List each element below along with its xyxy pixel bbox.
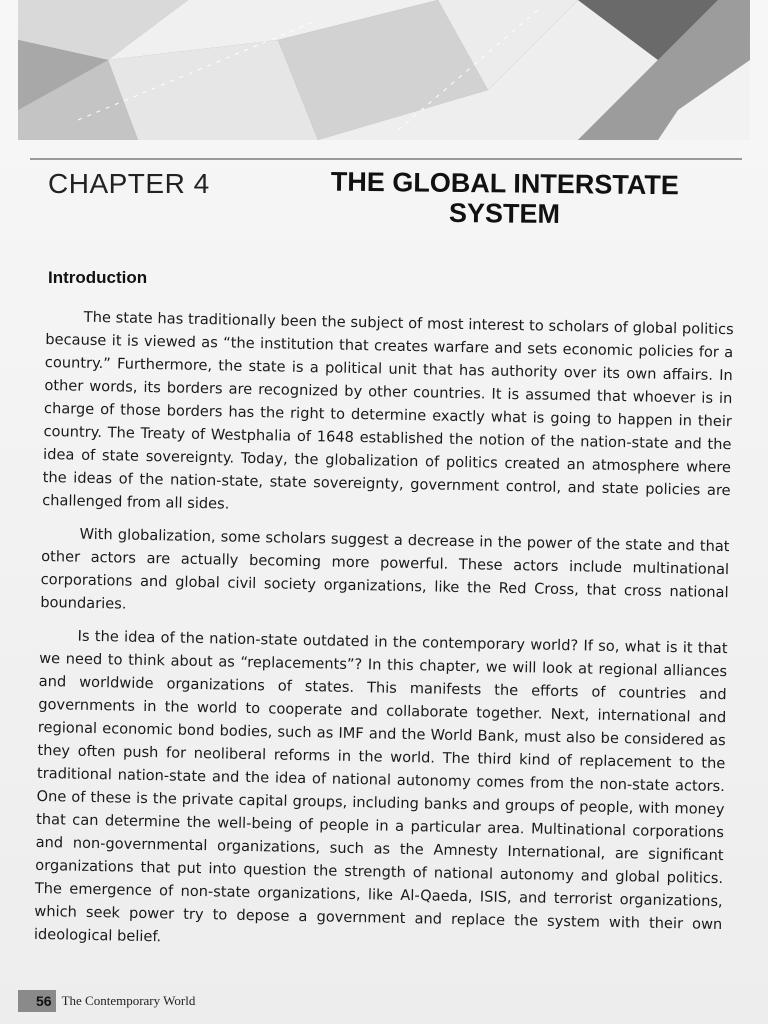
page-number: 56 xyxy=(18,990,56,1012)
chapter-banner-image xyxy=(18,0,750,140)
chapter-title-line-2: SYSTEM xyxy=(448,197,561,230)
paragraph: Is the idea of the nation-state outdated in the contemporary world? If so, what is it that we need to think about as “replacements”? In this chapter, we will look at regional alliances and worldwide organizations of states. This manifests the efforts of countries and governments in the world to cooperate and collaborate together. Next, international and regional economic bond bodies, such as IMF and the World Bank, must also be considered as they often push for neoliberal reforms in the world. The third kind of replacement to the traditional nation-state and the idea of national autonomy comes from the non-state actors. One of these is the private capital groups, including banks and groups of people, with money that can determine the well-being of people in a particular area. Multinational corporations and non-governmental organizations, such as the Amnesty International, are significant organizations that put into question the strength of national autonomy and global politics. The emergence of non-state organizations, like Al-Qaeda, ISIS, and terrorist organizations, which seek power try to depose a government and replace the system with their own ideological belief. xyxy=(33,627,728,946)
page-footer xyxy=(18,988,195,1014)
chapter-number: CHAPTER 4 xyxy=(48,168,210,199)
paragraph: The state has traditionally been the subject of most interest to scholars of global politics because it is viewed as “the institution that creates warfare and sets economic policies for a country.” Furthermore, the state is a political unit that has authority over its own affairs. In other words, its borders are recognized by other countries. It is assumed that whoever is in charge of those borders has the right to determine exactly what is going to happen in their country. The Treaty of Westphalia of 1648 established the notion of the nation-state and the idea of state sovereignty. Today, the globalization of politics created an atmosphere where the ideas of the nation-state, state sovereignty, government control, and state policies are challenged from all sides. xyxy=(42,308,734,513)
section-heading: Introduction xyxy=(48,268,148,287)
paragraph: With globalization, some scholars suggest a decrease in the power of the state and that other actors are actually becoming more powerful. These actors include multinational corporations and global civil society organizations, like the Red Cross, that cross national boundaries. xyxy=(40,525,730,613)
chapter-title-line-1: THE GLOBAL INTERSTATE xyxy=(330,166,679,201)
header-rule xyxy=(30,158,742,160)
chapter-title xyxy=(269,166,740,231)
running-footer-title: The Contemporary World xyxy=(61,993,196,1008)
body-text xyxy=(34,305,734,969)
